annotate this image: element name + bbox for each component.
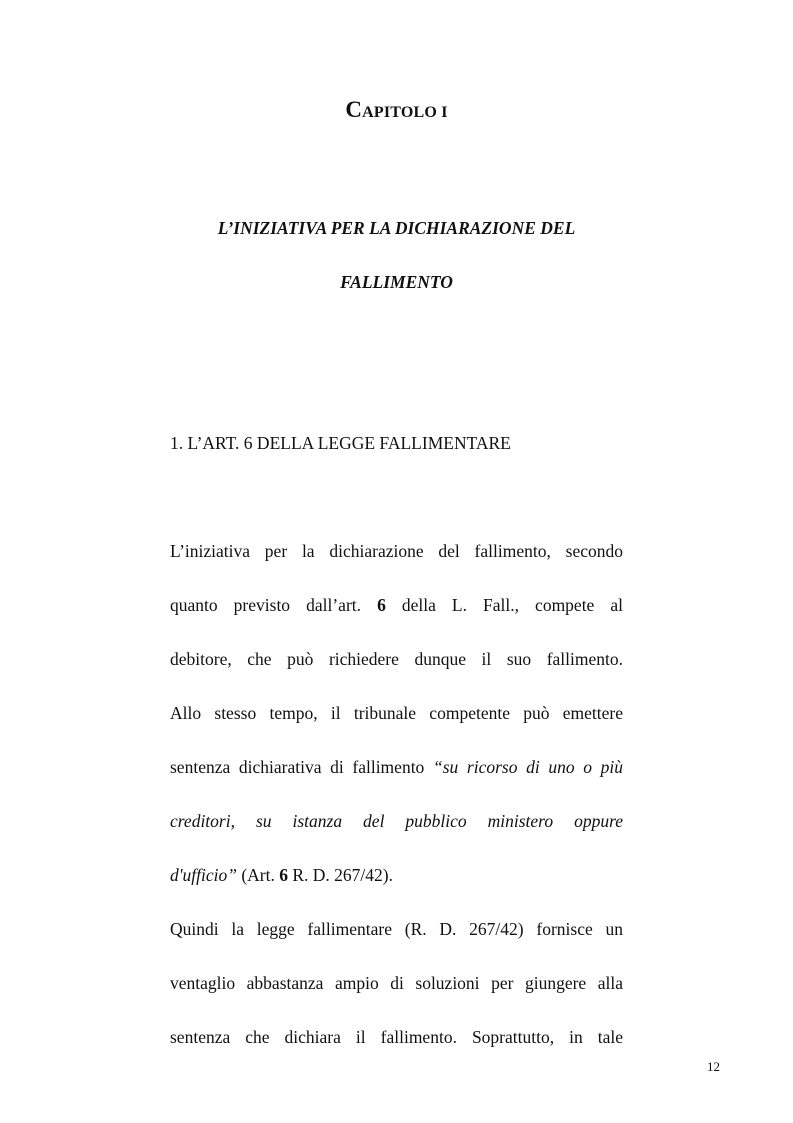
chapter-title-initial: C	[345, 97, 363, 122]
body-line: sentenza che dichiara il fallimento. Soprattutto, in tale	[170, 1027, 623, 1047]
body-line: Allo stesso tempo, il tribunale competente può emettere	[170, 703, 623, 723]
body-line: debitore, che può richiedere dunque il suo fallimento.	[170, 649, 623, 669]
page-number: 12	[707, 1059, 720, 1074]
chapter-subtitle-line-2: FALLIMENTO	[340, 272, 453, 292]
body-line: creditori, su istanza del pubblico ministero oppure	[170, 811, 623, 831]
section-heading: 1. L’ART. 6 DELLA LEGGE FALLIMENTARE	[170, 433, 511, 453]
body-line: L’iniziativa per la dichiarazione del fallimento, secondo	[170, 541, 623, 561]
chapter-title	[0, 96, 793, 127]
chapter-subtitle-line-1: L’INIZIATIVA PER LA DICHIARAZIONE DEL	[217, 218, 576, 238]
body-line: Quindi la legge fallimentare (R. D. 267/42) fornisce un	[170, 919, 623, 939]
body-line: ventaglio abbastanza ampio di soluzioni per giungere alla	[170, 973, 623, 993]
body-line: sentenza dichiarativa di fallimento “su ricorso di uno o più	[170, 757, 624, 777]
body-line: quanto previsto dall’art. 6 della L. Fall., compete al	[170, 595, 623, 615]
body-line: d'ufficio” (Art. 6 R. D. 267/42).	[170, 865, 393, 885]
chapter-title-rest: APITOLO I	[362, 104, 448, 121]
